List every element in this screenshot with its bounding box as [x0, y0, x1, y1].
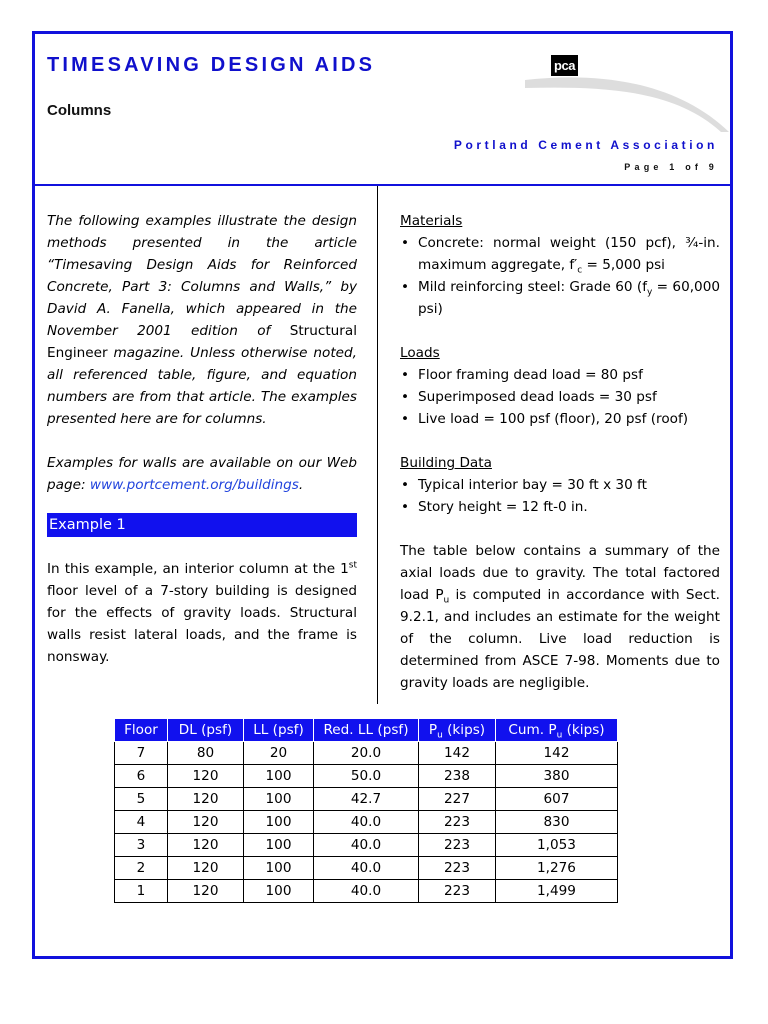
table-row — [115, 765, 618, 788]
list-item: • Floor framing dead load = 80 psf — [400, 364, 720, 386]
table-cell: 40.0 — [314, 811, 419, 834]
table-cell: 80 — [168, 742, 244, 765]
table-cell: 40.0 — [314, 880, 419, 903]
example-sup: st — [348, 560, 357, 571]
example-paragraph — [47, 558, 357, 668]
table-cell: 7 — [115, 742, 168, 765]
concrete-sub: c — [577, 265, 583, 276]
table-cell: 120 — [168, 765, 244, 788]
table-cell: 238 — [419, 765, 496, 788]
left-column — [47, 210, 357, 668]
table-cell: 100 — [244, 811, 314, 834]
cum-unit: (kips) — [562, 722, 605, 738]
table-cell: 3 — [115, 834, 168, 857]
table-cell: 607 — [496, 788, 618, 811]
steel-text-b: = 60,000 psi) — [418, 279, 720, 317]
col-red-ll: Red. LL (psf) — [314, 719, 419, 742]
table-cell: 20 — [244, 742, 314, 765]
list-item: • Typical interior bay = 30 ft x 30 ft — [400, 474, 720, 496]
cum-sub: u — [556, 730, 563, 741]
right-column — [400, 210, 720, 694]
list-item: • Live load = 100 psf (floor), 20 psf (roof) — [400, 408, 720, 430]
table-cell: 2 — [115, 857, 168, 880]
table-row — [115, 742, 618, 765]
list-item: • Story height = 12 ft-0 in. — [400, 496, 720, 518]
table-cell: 100 — [244, 765, 314, 788]
swoosh-graphic — [525, 74, 730, 134]
table-cell: 42.7 — [314, 788, 419, 811]
list-item — [400, 232, 720, 276]
magazine-name: Structural Engineer — [47, 323, 357, 361]
list-item — [400, 276, 720, 320]
summary-sub: u — [443, 595, 450, 606]
summary-text-b: is computed in accordance with Sect. 9.2.1, and includes an estimate for the weight of the column. Live load reduction is determined from ASCE 7-98. Moments due to gravity loads are negligible. — [400, 587, 720, 691]
table-cell: 223 — [419, 880, 496, 903]
table-cell: 40.0 — [314, 834, 419, 857]
list-item: • Superimposed dead loads = 30 psf — [400, 386, 720, 408]
column-divider — [377, 186, 378, 704]
example-heading: Example 1 — [47, 513, 357, 537]
table-cell: 100 — [244, 834, 314, 857]
table-cell: 100 — [244, 857, 314, 880]
table-cell: 142 — [496, 742, 618, 765]
table-row — [115, 811, 618, 834]
steel-sub: y — [646, 287, 653, 298]
table-cell: 120 — [168, 811, 244, 834]
table-cell: 100 — [244, 880, 314, 903]
table-cell: 120 — [168, 857, 244, 880]
summary-paragraph — [400, 540, 720, 694]
pca-logo: pca — [551, 55, 578, 76]
building-heading: Building Data — [400, 455, 492, 471]
walls-period: . — [298, 477, 304, 493]
summary-text-a: The table below contains a summary of the axial loads due to gravity. The total factored load P — [400, 543, 720, 603]
col-dl: DL (psf) — [168, 719, 244, 742]
concrete-text-a: Concrete: normal weight (150 pcf), ¾-in. maximum aggregate, f′ — [418, 235, 720, 273]
pu-unit: (kips) — [442, 722, 486, 738]
table-cell: 1,276 — [496, 857, 618, 880]
table-cell: 223 — [419, 834, 496, 857]
cum-label: Cum. P — [508, 722, 557, 738]
concrete-text-b: = 5,000 psi — [582, 257, 665, 273]
page-subtitle: Columns — [47, 102, 112, 119]
table-header-row — [115, 719, 618, 742]
table-cell: 380 — [496, 765, 618, 788]
loads-table — [114, 718, 618, 903]
example-text-a: In this example, an interior column at the 1 — [47, 561, 349, 577]
table-cell: 5 — [115, 788, 168, 811]
walls-paragraph — [47, 452, 357, 496]
table-cell: 120 — [168, 880, 244, 903]
page-frame — [32, 31, 733, 959]
table-cell: 50.0 — [314, 765, 419, 788]
header-divider — [35, 184, 730, 186]
col-pu — [419, 719, 496, 742]
table-cell: 1,499 — [496, 880, 618, 903]
table-cell: 120 — [168, 788, 244, 811]
intro-paragraph — [47, 210, 357, 430]
pu-sub: u — [437, 730, 443, 741]
steel-text-a: Mild reinforcing steel: Grade 60 (f — [418, 279, 647, 295]
col-ll: LL (psf) — [244, 719, 314, 742]
pu-label: P — [428, 722, 438, 738]
loads-list — [400, 364, 720, 430]
col-floor: Floor — [115, 719, 168, 742]
table-cell: 142 — [419, 742, 496, 765]
table-row — [115, 880, 618, 903]
table-cell: 100 — [244, 788, 314, 811]
table-row — [115, 857, 618, 880]
table-cell: 223 — [419, 811, 496, 834]
walls-text: Examples for walls are available on our Web page: — [47, 455, 357, 493]
intro-text-b: magazine. Unless otherwise noted, all referenced table, figure, and equation numbers are from that article. The examples presented here are for columns. — [47, 345, 357, 427]
table-cell: 6 — [115, 765, 168, 788]
table-cell: 40.0 — [314, 857, 419, 880]
intro-text-a: The following examples illustrate the design methods presented in the article “Timesaving Design Aids for Reinforced Concrete, Part 3: Columns and Walls,” by David A. Fanella, which appeared in the November 2001 edition of — [47, 213, 357, 339]
buildings-link[interactable]: www.portcement.org/buildings — [89, 477, 299, 493]
building-list — [400, 474, 720, 518]
table-cell: 20.0 — [314, 742, 419, 765]
table-cell: 1,053 — [496, 834, 618, 857]
header — [35, 34, 730, 186]
table-row — [115, 834, 618, 857]
table-cell: 4 — [115, 811, 168, 834]
page-number: Page 1 of 9 — [624, 162, 718, 172]
table-cell: 830 — [496, 811, 618, 834]
table-row — [115, 788, 618, 811]
example-text-b: floor level of a 7-story building is designed for the effects of gravity loads. Structural walls resist lateral loads, and the frame is nonsway. — [47, 583, 357, 665]
organization-name: Portland Cement Association — [453, 138, 718, 152]
materials-heading: Materials — [400, 213, 463, 229]
table-cell: 223 — [419, 857, 496, 880]
col-cum-pu — [496, 719, 618, 742]
materials-list — [400, 232, 720, 320]
table-cell: 120 — [168, 834, 244, 857]
table-cell: 1 — [115, 880, 168, 903]
table-cell: 227 — [419, 788, 496, 811]
page-title: TIMESAVING DESIGN AIDS — [47, 54, 376, 76]
loads-heading: Loads — [400, 345, 440, 361]
